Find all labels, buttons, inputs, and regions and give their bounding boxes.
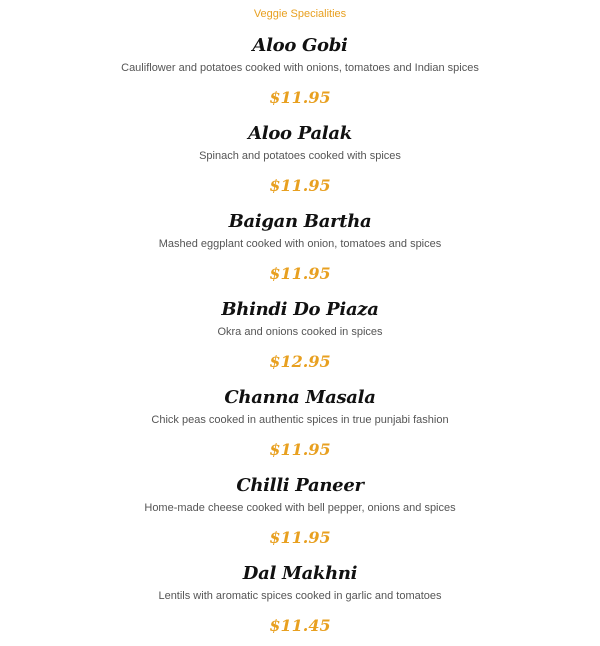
item-price: $11.95 (269, 88, 331, 107)
item-price: $11.95 (269, 440, 331, 459)
item-price: $11.95 (269, 264, 331, 283)
item-description: Home-made cheese cooked with bell pepper, onions and spices (144, 502, 456, 514)
item-description: Lentils with aromatic spices cooked in garlic and tomatoes (158, 590, 442, 602)
item-price: $11.45 (269, 616, 331, 635)
item-description: Chick peas cooked in authentic spices in true punjabi fashion (151, 414, 449, 426)
item-description: Cauliflower and potatoes cooked with onions, tomatoes and Indian spices (121, 62, 479, 74)
item-description: Okra and onions cooked in spices (217, 326, 383, 338)
item-price: $11.95 (269, 528, 331, 547)
item-name: Channa Masala (224, 387, 376, 408)
item-name: Bhindi Do Piaza (221, 299, 379, 320)
section-title: Veggie Specialities (253, 8, 347, 20)
item-name: Aloo Gobi (252, 35, 348, 56)
item-description: Mashed eggplant cooked with onion, tomatoes and spices (158, 238, 442, 250)
item-name: Baigan Bartha (228, 211, 372, 232)
item-price: $11.95 (269, 176, 331, 195)
item-price: $12.95 (269, 352, 331, 371)
item-name: Aloo Palak (248, 123, 352, 144)
item-name: Chilli Paneer (236, 475, 364, 496)
item-name: Dal Makhni (242, 563, 358, 584)
item-description: Spinach and potatoes cooked with spices (199, 150, 401, 162)
